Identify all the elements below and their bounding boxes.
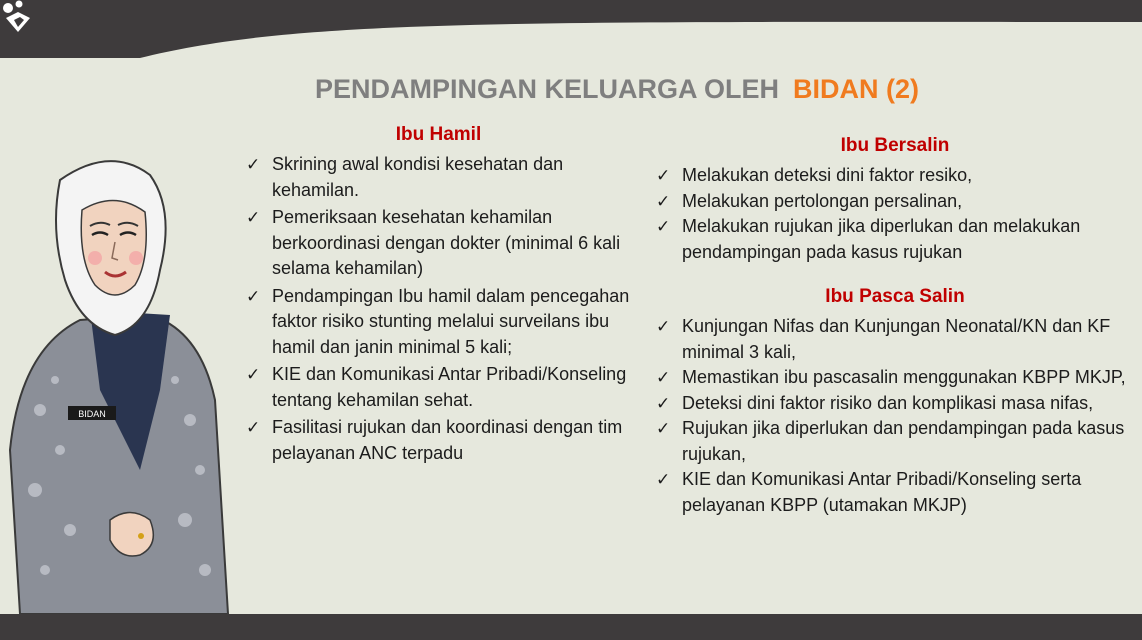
list-item-text: KIE dan Komunikasi Antar Pribadi/Konseling tentang kehamilan sehat. [272, 364, 627, 410]
midwife-illustration [0, 150, 235, 614]
check-icon: ✓ [656, 368, 671, 387]
list-item [246, 362, 631, 413]
check-icon: ✓ [656, 191, 671, 211]
list-item [656, 214, 1134, 265]
list-item [656, 467, 1134, 518]
title-part-2: BIDAN (2) [793, 74, 920, 104]
list-item [656, 365, 1134, 391]
list-item [656, 189, 1134, 215]
bottom-bar [0, 614, 1142, 640]
list-item-text: KIE dan Komunikasi Antar Pribadi/Konseling serta pelayanan KBPP (utamakan MKJP) [682, 469, 1082, 515]
list-item-text: Rujukan jika diperlukan dan pendampingan pada kasus rujukan, [682, 418, 1125, 464]
ibu-hamil-list [246, 152, 631, 466]
check-icon: ✓ [656, 470, 671, 489]
list-item-text: Deteksi dini faktor risiko dan komplikasi masa nifas, [682, 392, 1094, 413]
list-item-text: Melakukan pertolongan persalinan, [682, 190, 963, 211]
list-item [246, 415, 631, 466]
list-item-text: Melakukan deteksi dini faktor resiko, [682, 165, 973, 185]
list-item-text: Pemeriksaan kesehatan kehamilan berkoordinasi dengan dokter (minimal 6 kali selama kehamilan) [272, 207, 621, 278]
check-icon: ✓ [246, 208, 261, 227]
badge-label: BIDAN [78, 409, 106, 419]
ibu-pasca-salin-heading: Ibu Pasca Salin [825, 286, 965, 307]
list-item [656, 314, 1134, 365]
ibu-bersalin-list [656, 163, 1134, 265]
list-item-text: Melakukan rujukan jika diperlukan dan melakukan pendampingan pada kasus rujukan [682, 216, 1081, 262]
check-icon: ✓ [656, 419, 671, 438]
list-item [656, 391, 1134, 417]
top-bar-curve [0, 0, 1142, 58]
ibu-hamil-section [246, 124, 631, 468]
page-title [0, 74, 1142, 105]
brand-logo-icon [0, 0, 38, 34]
check-icon: ✓ [246, 418, 261, 437]
list-item-text: Memastikan ibu pascasalin menggunakan KBPP MKJP, [682, 367, 1126, 387]
list-item-text: Fasilitasi rujukan dan koordinasi dengan tim pelayanan ANC terpadu [272, 417, 623, 463]
top-bar [0, 0, 1142, 58]
ibu-pasca-salin-list [656, 314, 1134, 518]
ibu-bersalin-heading: Ibu Bersalin [840, 135, 950, 156]
list-item-text: Pendampingan Ibu hamil dalam pencegahan faktor risiko stunting melalui surveilans ibu hamil dan janin minimal 5 kali; [272, 285, 630, 357]
check-icon: ✓ [246, 155, 261, 174]
list-item-text: Kunjungan Nifas dan Kunjungan Neonatal/KN dan KF minimal 3 kali, [682, 316, 1111, 362]
check-icon: ✓ [656, 166, 671, 185]
list-item [656, 416, 1134, 467]
check-icon: ✓ [246, 286, 261, 306]
check-icon: ✓ [246, 365, 261, 384]
list-item [246, 205, 631, 282]
list-item-text: Skrining awal kondisi kesehatan dan kehamilan. [272, 154, 564, 200]
title-part-1: PENDAMPINGAN KELUARGA OLEH [315, 74, 780, 104]
check-icon: ✓ [656, 317, 671, 336]
check-icon: ✓ [656, 217, 671, 236]
check-icon: ✓ [656, 393, 671, 413]
ibu-pasca-salin-section [656, 286, 1134, 518]
list-item [246, 152, 631, 203]
list-item [656, 163, 1134, 189]
ibu-bersalin-section [656, 135, 1134, 265]
list-item [246, 284, 631, 361]
ibu-hamil-heading: Ibu Hamil [395, 124, 482, 145]
